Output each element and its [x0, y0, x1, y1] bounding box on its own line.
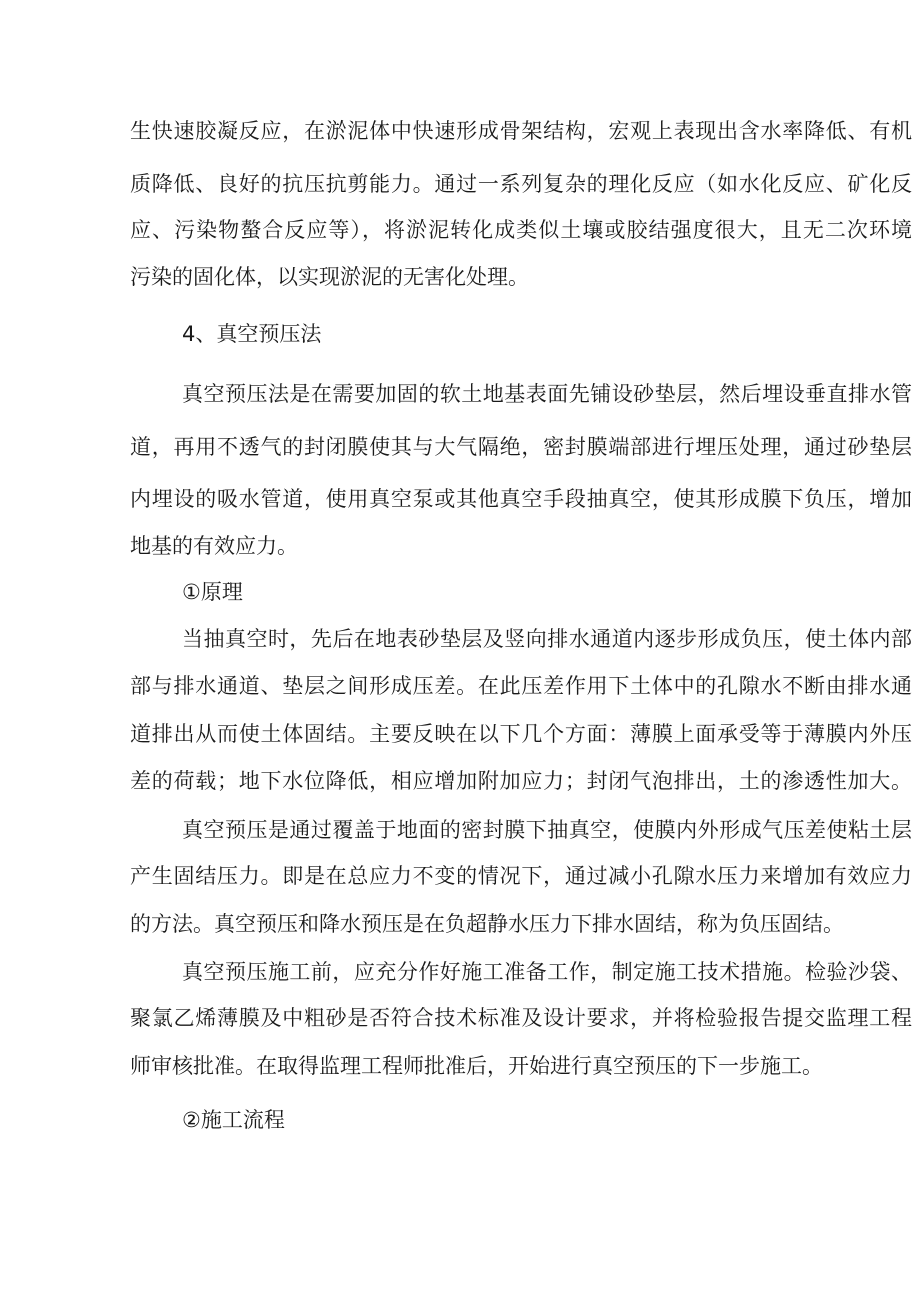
- paragraph-line: 师审核批准。在取得监理工程师批准后，开始进行真空预压的下一步施工。: [130, 1054, 823, 1078]
- paragraph-line: 的方法。真空预压和降水预压是在负超静水压力下排水固结，称为负压固结。: [130, 912, 844, 936]
- paragraph-line: 地基的有效应力。: [130, 534, 298, 558]
- subsection-heading: ①原理: [182, 580, 243, 604]
- paragraph-line: 道排出从而使土体固结。主要反映在以下几个方面：薄膜上面承受等于薄膜内外压: [130, 722, 912, 746]
- paragraph-line: 内埋设的吸水管道，使用真空泵或其他真空手段抽真空，使其形成膜下负压，增加: [130, 487, 912, 511]
- paragraph-line: 部与排水通道、垫层之间形成压差。在此压差作用下土体中的孔隙水不断由排水通: [130, 674, 912, 698]
- paragraph-line: 质降低、良好的抗压抗剪能力。通过一系列复杂的理化反应（如水化反应、矿化反: [130, 172, 912, 196]
- paragraph-line: 产生固结压力。即是在总应力不变的情况下，通过减小孔隙水压力来增加有效应力: [130, 864, 912, 888]
- paragraph-line: 当抽真空时，先后在地表砂垫层及竖向排水通道内逐步形成负压，使土体内部: [182, 627, 912, 651]
- paragraph-line: 真空预压施工前，应充分作好施工准备工作，制定施工技术措施。检验沙袋、: [182, 960, 912, 984]
- paragraph-line: 污染的固化体，以实现淤泥的无害化处理。: [130, 265, 529, 289]
- subsection-heading: ②施工流程: [182, 1108, 285, 1132]
- section-heading: 4、真空预压法: [182, 322, 322, 346]
- paragraph-line: 道，再用不透气的封闭膜使其与大气隔绝，密封膜端部进行埋压处理，通过砂垫层: [130, 435, 912, 459]
- paragraph-line: 真空预压法是在需要加固的软土地基表面先铺设砂垫层，然后埋设垂直排水管: [182, 382, 912, 406]
- paragraph-line: 聚氯乙烯薄膜及中粗砂是否符合技术标准及设计要求，并将检验报告提交监理工程: [130, 1006, 912, 1030]
- paragraph-line: 真空预压是通过覆盖于地面的密封膜下抽真空，使膜内外形成气压差使粘土层: [182, 818, 912, 842]
- paragraph-line: 应、污染物螯合反应等），将淤泥转化成类似土壤或胶结强度很大，且无二次环境: [130, 218, 912, 242]
- paragraph-line: 生快速胶凝反应，在淤泥体中快速形成骨架结构，宏观上表现出含水率降低、有机: [130, 119, 912, 143]
- paragraph-line: 差的荷载；地下水位降低，相应增加附加应力；封闭气泡排出，土的渗透性加大。: [130, 769, 912, 793]
